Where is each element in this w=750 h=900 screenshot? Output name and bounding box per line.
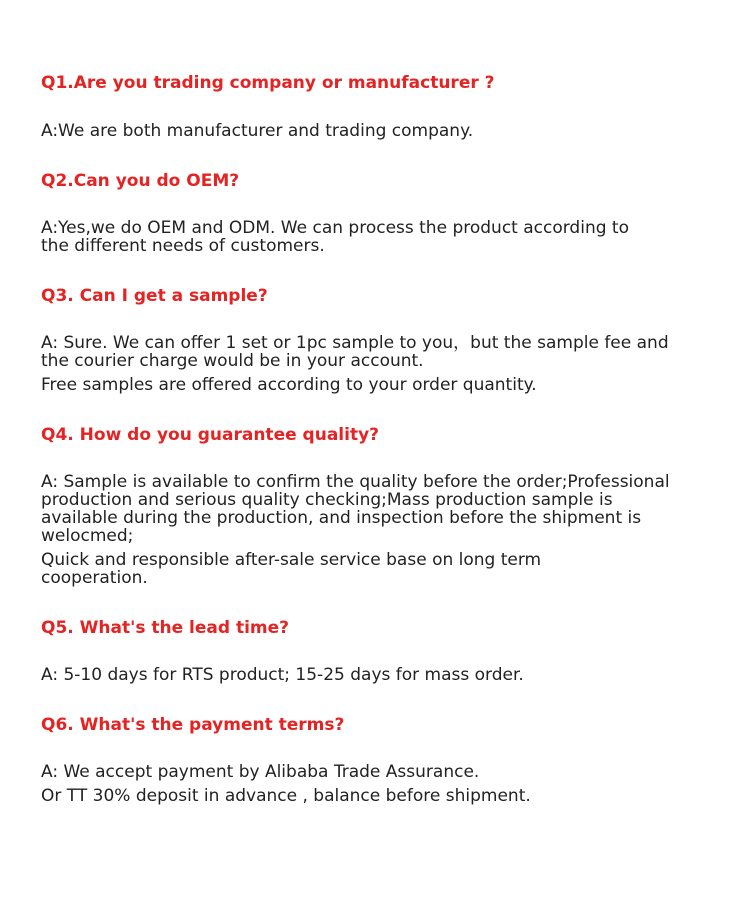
answer-line: cooperation. bbox=[41, 568, 148, 588]
answer-line: Or TT 30% deposit in advance , balance before shipment. bbox=[41, 786, 531, 806]
answer-line: A:We are both manufacturer and trading company. bbox=[41, 121, 474, 141]
faq-answer-5 bbox=[41, 666, 721, 684]
faq-question-1: Q1.Are you trading company or manufacturer ? bbox=[41, 73, 495, 93]
answer-line: A: Sample is available to confirm the quality before the order;Professional bbox=[41, 472, 670, 492]
answer-paragraph bbox=[41, 666, 721, 684]
answer-line: A: Sure. We can offer 1 set or 1pc sample to you，but the sample fee and bbox=[41, 333, 669, 353]
answer-line: available during the production, and inspection before the shipment is bbox=[41, 508, 642, 528]
faq-answer-2 bbox=[41, 219, 721, 255]
faq-answer-3 bbox=[41, 334, 721, 394]
answer-line: A: 5-10 days for RTS product; 15-25 days for mass order. bbox=[41, 665, 524, 685]
answer-paragraph bbox=[41, 551, 721, 587]
answer-line: the courier charge would be in your account. bbox=[41, 351, 424, 371]
answer-paragraph bbox=[41, 219, 721, 255]
answer-paragraph bbox=[41, 787, 721, 805]
faq-answer-6 bbox=[41, 763, 721, 805]
answer-line: production and serious quality checking;Mass production sample is bbox=[41, 490, 613, 510]
answer-paragraph bbox=[41, 334, 721, 370]
answer-line: the different needs of customers. bbox=[41, 236, 325, 256]
faq-answer-4 bbox=[41, 473, 721, 587]
answer-line: Free samples are offered according to your order quantity. bbox=[41, 375, 537, 395]
answer-paragraph bbox=[41, 376, 721, 394]
faq-question-5: Q5. What's the lead time? bbox=[41, 618, 290, 638]
answer-line: A:Yes,we do OEM and ODM. We can process the product according to bbox=[41, 218, 629, 238]
answer-line: Quick and responsible after-sale service base on long term bbox=[41, 550, 542, 570]
faq-question-2: Q2.Can you do OEM? bbox=[41, 171, 240, 191]
faq-question-4: Q4. How do you guarantee quality? bbox=[41, 425, 380, 445]
answer-paragraph bbox=[41, 763, 721, 781]
faq-question-6: Q6. What's the payment terms? bbox=[41, 715, 345, 735]
faq-question-3: Q3. Can I get a sample? bbox=[41, 286, 268, 306]
answer-paragraph bbox=[41, 473, 721, 545]
faq-answer-1 bbox=[41, 122, 721, 140]
answer-paragraph bbox=[41, 122, 721, 140]
answer-line: welocmed; bbox=[41, 526, 134, 546]
answer-line: A: We accept payment by Alibaba Trade Assurance. bbox=[41, 762, 480, 782]
